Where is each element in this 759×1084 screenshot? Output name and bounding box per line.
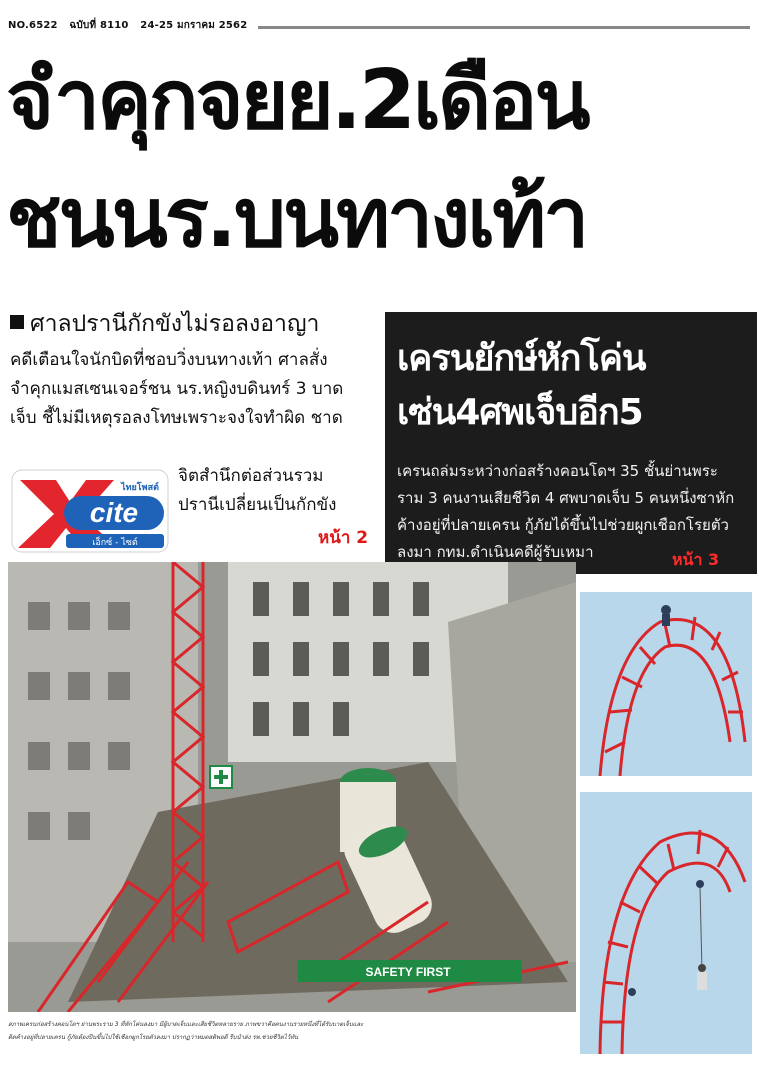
crane-body-line: ลงมา กทม.ดำเนินคดีผู้รับเหมา (397, 543, 594, 561)
story1-lead-line: จำคุกแมสเซนเจอร์ชน นร.หญิงบดินทร์ 3 บาด (10, 379, 344, 399)
svg-text:cite: cite (89, 497, 139, 528)
crane-body-line: เครนถล่มระหว่างก่อสร้างคอนโดฯ 35 ชั้นย่านพระ (397, 462, 718, 480)
issue-number: NO.6522 (8, 20, 58, 31)
crane-rescue-photo-top (580, 592, 752, 776)
story1-lead-continued (178, 462, 336, 520)
crane-body-line: ค้างอยู่ที่ปลายเครน กู้ภัยได้ขึ้นไปช่วยผูกเชือกโรยตัว (397, 516, 729, 534)
main-headline-line-2: ชนนร.บนทางเท้า (6, 171, 587, 266)
crane-collapse-illustration (8, 562, 576, 1012)
crane-body-line: ราม 3 คนงานเสียชีวิต 4 ศพบาดเจ็บ 5 คนหนึ่งซาหัก (397, 489, 735, 507)
issue-line (8, 18, 255, 33)
crane-headline (397, 332, 646, 440)
main-headline-line-1: จำคุกจยย.2เดือน (6, 53, 588, 148)
xcite-logo-graphic (10, 468, 170, 554)
crane-collapse-photo (8, 562, 576, 1012)
crane-rescue-photo-bottom (580, 792, 752, 1054)
issue-date: 24-25 มกราคม 2562 (140, 20, 248, 31)
story1-page-ref[interactable]: หน้า 2 (318, 528, 369, 548)
story1-subhead-text: ศาลปรานีกักขังไม่รอลงอาญา (30, 311, 320, 337)
edition-number: ฉบับที่ 8110 (69, 20, 129, 31)
story1-lead-line: จิตสำนึกต่อส่วนรวม (178, 466, 324, 486)
story1-lead-line: ปรานีเปลี่ยนเป็นกักขัง (178, 495, 337, 515)
crane-story-box (385, 312, 757, 574)
story1-lead (10, 346, 343, 433)
crane-headline-line: เซ่น4ศพเจ็บอีก5 (397, 392, 643, 433)
xcite-logo (10, 468, 170, 554)
safety-first-sign: SAFETY FIRST (365, 965, 451, 979)
crane-headline-line: เครนยักษ์หักโค่น (397, 338, 646, 379)
story1-lead-line: คดีเตือนใจนักบิดที่ชอบวิ่งบนทางเท้า ศาลสั่ง (10, 350, 328, 370)
crane-rappel-illustration (580, 792, 752, 1054)
top-rule (258, 26, 750, 29)
story1-lead-line: เจ็บ ชี้ไม่มีเหตุรอลงโทษเพราะจงใจทำผิด ชาด (10, 408, 343, 428)
caption-line: ติดค้างอยู่ที่ปลายเครน กู้ภัยต้องปีนขึ้นไปใช้เชือกผูกโรยตัวลงมา ปรากฏว่าหมดสติพอดี รีบนำส่ง รพ.ช่วยชีวิตไว้ทัน (8, 1034, 299, 1041)
story1-subhead (10, 312, 319, 337)
xcite-tag-top: ไทยโพสต์ (121, 483, 159, 493)
photo-caption (8, 1018, 576, 1044)
xcite-tag-bottom: เอ็กซ์ - ไซต์ (92, 538, 138, 548)
story2-page-ref[interactable]: หน้า 3 (672, 550, 720, 569)
square-bullet-icon (10, 315, 24, 329)
caption-line: สภาพเครนก่อสร้างคอนโดฯ ย่านพระราม 3 ที่หักโค่นลงมา มีผู้บาดเจ็บและเสียชีวิตหลายราย ภาพขวาคือคนงานรายหนึ่งที่ได้รับบาดเจ็บและ (8, 1021, 364, 1028)
crane-tip-illustration (580, 592, 752, 776)
